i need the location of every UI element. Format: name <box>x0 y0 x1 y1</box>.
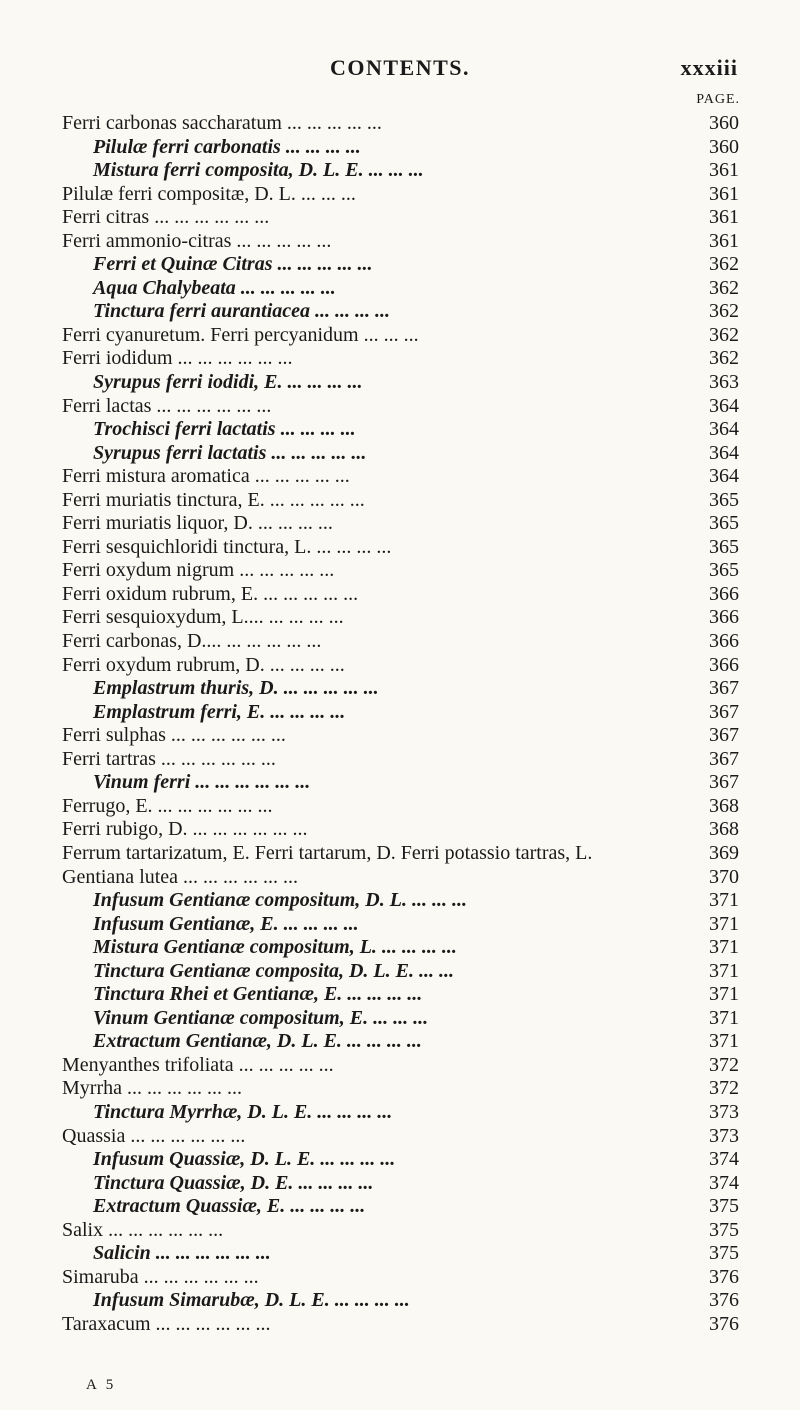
entry-page-number: 366 <box>709 653 739 676</box>
entry-page-number: 367 <box>709 747 739 770</box>
entry-page-number: 370 <box>709 865 739 888</box>
entry-title: Mistura ferri composita, D. L. E. ... ... ... <box>93 159 424 182</box>
contents-entry <box>0 983 800 1007</box>
entry-page-number: 362 <box>709 253 739 276</box>
entry-title: Salix ... ... ... ... ... ... <box>62 1218 224 1241</box>
entry-page-number: 374 <box>709 1171 739 1194</box>
contents-entry <box>0 112 800 136</box>
entry-title: Tinctura ferri aurantiacea ... ... ... ... <box>93 300 391 323</box>
page-numeral: xxxiii <box>680 55 738 80</box>
entry-title: Ferri muriatis liquor, D. ... ... ... ... <box>62 512 333 535</box>
entry-page-number: 376 <box>709 1312 739 1335</box>
contents-entry <box>0 1195 800 1219</box>
entry-page-number: 364 <box>709 418 739 441</box>
contents-entry <box>0 277 800 301</box>
entry-title: Tinctura Gentianæ composita, D. L. E. ... ... <box>93 959 454 982</box>
entry-page-number: 375 <box>709 1242 739 1265</box>
entry-title: Ferri carbonas saccharatum ... ... ... ... ... <box>62 112 382 134</box>
entry-page-number: 360 <box>709 135 739 158</box>
contents-entry <box>0 183 800 207</box>
entry-page-number: 373 <box>709 1100 739 1123</box>
signature-mark: A 5 <box>86 1377 117 1393</box>
contents-entry <box>0 1219 800 1243</box>
entry-title: Ferri sesquichloridi tinctura, L. ... ... ... ... <box>62 535 392 558</box>
entry-title: Ferri ammonio-citras ... ... ... ... ... <box>62 229 332 252</box>
entry-title: Ferri tartras ... ... ... ... ... ... <box>62 747 276 770</box>
entry-page-number: 366 <box>709 606 739 629</box>
contents-entry <box>0 724 800 748</box>
entry-page-number: 371 <box>709 889 739 912</box>
contents-entry <box>0 1289 800 1313</box>
entry-title: Infusum Quassiæ, D. L. E. ... ... ... ... <box>93 1148 396 1171</box>
entry-page-number: 367 <box>709 677 739 700</box>
contents-entry <box>0 701 800 725</box>
entry-title: Ferri oxydum rubrum, D. ... ... ... ... <box>62 653 345 676</box>
entry-page-number: 372 <box>709 1053 739 1076</box>
contents-entry <box>0 418 800 442</box>
entry-title: Menyanthes trifoliata ... ... ... ... ... <box>62 1053 334 1076</box>
contents-entry <box>0 936 800 960</box>
contents-entry <box>0 960 800 984</box>
contents-entry <box>0 1101 800 1125</box>
entry-page-number: 363 <box>709 371 739 394</box>
entry-title: Aqua Chalybeata ... ... ... ... ... <box>93 276 336 299</box>
contents-entry <box>0 866 800 890</box>
entry-page-number: 364 <box>709 465 739 488</box>
entry-title: Infusum Gentianæ compositum, D. L. ... ... ... <box>93 889 467 912</box>
entry-page-number: 376 <box>709 1265 739 1288</box>
contents-entry <box>0 748 800 772</box>
entry-page-number: 365 <box>709 512 739 535</box>
entry-title: Emplastrum thuris, D. ... ... ... ... ... <box>93 677 379 700</box>
contents-entry <box>0 230 800 254</box>
entry-title: Salicin ... ... ... ... ... ... <box>93 1242 271 1265</box>
entry-title: Gentiana lutea ... ... ... ... ... ... <box>62 865 299 888</box>
entry-title: Taraxacum ... ... ... ... ... ... <box>62 1312 271 1335</box>
entry-title: Ferrum tartarizatum, E. Ferri tartarum, D. Ferri potassio tartras, L. <box>62 841 593 864</box>
entry-page-number: 376 <box>709 1289 739 1312</box>
entry-title: Infusum Gentianæ, E. ... ... ... ... <box>93 912 359 935</box>
entry-page-number: 362 <box>709 347 739 370</box>
contents-entry <box>0 583 800 607</box>
entry-page-number: 375 <box>709 1195 739 1218</box>
entry-title: Pilulæ ferri carbonatis ... ... ... ... <box>93 135 361 158</box>
entry-title: Ferri sesquioxydum, L.... ... ... ... ... <box>62 606 344 629</box>
entry-page-number: 361 <box>709 229 739 252</box>
entry-title: Pilulæ ferri compositæ, D. L. ... ... ... <box>62 182 356 205</box>
contents-entry <box>0 913 800 937</box>
contents-entry <box>0 371 800 395</box>
contents-entry <box>0 1172 800 1196</box>
entry-page-number: 366 <box>709 630 739 653</box>
entry-title: Ferri oxidum rubrum, E. ... ... ... ... ... <box>62 582 359 605</box>
contents-entry <box>0 1313 800 1337</box>
contents-entry <box>0 512 800 536</box>
contents-entry <box>0 442 800 466</box>
entry-title: Ferri citras ... ... ... ... ... ... <box>62 206 270 229</box>
entry-page-number: 361 <box>709 182 739 205</box>
contents-entry <box>0 489 800 513</box>
entry-title: Ferri cyanuretum. Ferri percyanidum ... ... ... <box>62 323 419 346</box>
contents-entry <box>0 559 800 583</box>
entry-page-number: 367 <box>709 700 739 723</box>
entry-title: Myrrha ... ... ... ... ... ... <box>62 1077 242 1100</box>
contents-entry <box>0 1266 800 1290</box>
contents-entry <box>0 1030 800 1054</box>
entry-title: Trochisci ferri lactatis ... ... ... ... <box>93 418 356 441</box>
page-column-label: PAGE. <box>696 92 740 107</box>
entry-page-number: 371 <box>709 936 739 959</box>
contents-entry <box>0 630 800 654</box>
entry-page-number: 365 <box>709 488 739 511</box>
entry-page-number: 371 <box>709 912 739 935</box>
contents-entry <box>0 795 800 819</box>
entry-page-number: 360 <box>709 112 739 134</box>
entry-title: Tinctura Myrrhæ, D. L. E. ... ... ... ... <box>93 1100 393 1123</box>
contents-entry <box>0 606 800 630</box>
entry-title: Simaruba ... ... ... ... ... ... <box>62 1265 259 1288</box>
contents-entry <box>0 347 800 371</box>
contents-entry <box>0 1007 800 1031</box>
entry-title: Ferri muriatis tinctura, E. ... ... ... ... ... <box>62 488 365 511</box>
entry-page-number: 371 <box>709 1006 739 1029</box>
entry-page-number: 362 <box>709 300 739 323</box>
entry-title: Ferri sulphas ... ... ... ... ... ... <box>62 724 286 747</box>
contents-entry <box>0 771 800 795</box>
contents-entry <box>0 654 800 678</box>
contents-entry <box>0 889 800 913</box>
entry-page-number: 371 <box>709 983 739 1006</box>
contents-entry <box>0 536 800 560</box>
entry-page-number: 369 <box>709 841 739 864</box>
contents-entry <box>0 465 800 489</box>
entry-title: Infusum Simarubæ, D. L. E. ... ... ... ... <box>93 1289 410 1312</box>
entry-title: Ferrugo, E. ... ... ... ... ... ... <box>62 794 273 817</box>
contents-entry <box>0 1125 800 1149</box>
contents-entry <box>0 1077 800 1101</box>
entry-title: Ferri carbonas, D.... ... ... ... ... ... <box>62 630 322 653</box>
contents-entry <box>0 1148 800 1172</box>
entry-title: Ferri iodidum ... ... ... ... ... ... <box>62 347 293 370</box>
entry-page-number: 371 <box>709 959 739 982</box>
entry-title: Extractum Gentianæ, D. L. E. ... ... ... ... <box>93 1030 422 1053</box>
running-title: CONTENTS. <box>329 55 471 80</box>
entry-title: Extractum Quassiæ, E. ... ... ... ... <box>93 1195 366 1218</box>
entry-page-number: 361 <box>709 206 739 229</box>
entry-page-number: 374 <box>709 1148 739 1171</box>
entry-page-number: 364 <box>709 441 739 464</box>
contents-entry <box>0 818 800 842</box>
entry-title: Syrupus ferri lactatis ... ... ... ... ... <box>93 441 367 464</box>
entry-page-number: 371 <box>709 1030 739 1053</box>
contents-entry <box>0 324 800 348</box>
entry-page-number: 368 <box>709 794 739 817</box>
entry-title: Mistura Gentianæ compositum, L. ... ... ... ... <box>93 936 457 959</box>
entry-page-number: 367 <box>709 724 739 747</box>
entry-page-number: 368 <box>709 818 739 841</box>
contents-entry <box>0 206 800 230</box>
entry-page-number: 362 <box>709 323 739 346</box>
contents-entry <box>0 842 800 866</box>
entry-title: Tinctura Quassiæ, D. E. ... ... ... ... <box>93 1171 374 1194</box>
entry-page-number: 375 <box>709 1218 739 1241</box>
entry-page-number: 373 <box>709 1124 739 1147</box>
entry-title: Vinum ferri ... ... ... ... ... ... <box>93 771 311 794</box>
entry-title: Quassia ... ... ... ... ... ... <box>62 1124 246 1147</box>
contents-entry <box>0 136 800 160</box>
contents-entry <box>0 159 800 183</box>
entry-title: Ferri oxydum nigrum ... ... ... ... ... <box>62 559 335 582</box>
entry-title: Ferri et Quinæ Citras ... ... ... ... ... <box>93 253 373 276</box>
entry-page-number: 361 <box>709 159 739 182</box>
entry-page-number: 366 <box>709 582 739 605</box>
entry-page-number: 364 <box>709 394 739 417</box>
contents-entry <box>0 677 800 701</box>
entry-title: Ferri mistura aromatica ... ... ... ... ... <box>62 465 350 488</box>
entry-page-number: 365 <box>709 535 739 558</box>
entry-title: Tinctura Rhei et Gentianæ, E. ... ... ... ... <box>93 983 423 1006</box>
contents-entry <box>0 395 800 419</box>
entry-page-number: 372 <box>709 1077 739 1100</box>
entry-title: Syrupus ferri iodidi, E. ... ... ... ... <box>93 371 363 394</box>
entry-page-number: 367 <box>709 771 739 794</box>
contents-entry <box>0 1242 800 1266</box>
entry-title: Emplastrum ferri, E. ... ... ... ... <box>93 700 346 723</box>
entry-page-number: 362 <box>709 276 739 299</box>
entry-page-number: 365 <box>709 559 739 582</box>
entry-title: Vinum Gentianæ compositum, E. ... ... ... <box>93 1006 429 1029</box>
contents-entry <box>0 1054 800 1078</box>
contents-list <box>0 112 800 1336</box>
entry-title: Ferri rubigo, D. ... ... ... ... ... ... <box>62 818 308 841</box>
contents-entry <box>0 253 800 277</box>
entry-title: Ferri lactas ... ... ... ... ... ... <box>62 394 272 417</box>
contents-entry <box>0 300 800 324</box>
